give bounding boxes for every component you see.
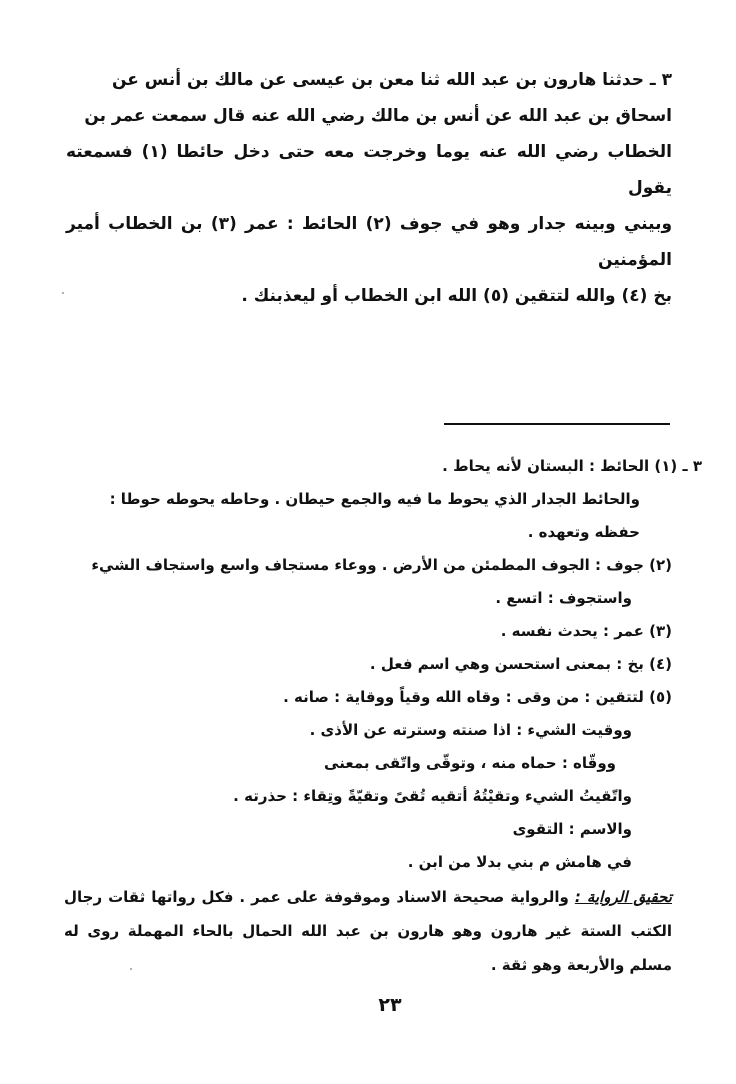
footnote-4: (٤) بخ : بمعنى استحسن وهي اسم فعل . [369,655,672,673]
footnote-1: ٣ ـ (١) الحائط : البستان لأنه يحاط . [442,457,702,475]
scan-speck [62,292,64,294]
footnote-5: (٥) لتتقين : من وقى : وقاه الله وقياً ووقاية : صانه . [283,688,672,706]
footnote-5-line: ووقيت الشيء : اذا صنته وسترته عن الأذى . [309,721,632,739]
footnotes [62,450,702,879]
hadith-line: ٣ ـ حدثنا هارون بن عبد الله ثنا معن بن عيسى عن مالك بن أنس عن [111,70,672,90]
riwaya-label: تحقيق الرواية : [574,888,672,906]
scan-speck [130,968,132,970]
footnote-3: (٣) عمر : يحدث نفسه . [500,622,672,640]
hadith-line: وبيني وبينه جدار وهو في جوف (٢) الحائط : عمر (٣) بن الخطاب أمير المؤمنين [66,214,673,270]
footnote-5-line: واتّقيتُ الشيء وتقيْتُهُ أتقيه تُقىً وتقيّةً وتِقاء : حذرته . [233,787,632,805]
footnote-divider [444,423,670,425]
riwaya-text: والرواية صحيحة الاسناد وموقوفة على عمر . فكل رواتها ثقات رجال الكتب الستة غير هارون وهو هارون بن عبد الله الحمال بالحاء المهملة روى له مسلم والأربعة وهو ثقة . [64,888,672,974]
page-number: ٢٣ [378,994,402,1016]
hadith-line: الخطاب رضي الله عنه يوما وخرجت معه حتى دخل حائطا (١) فسمعته يقول [66,142,672,198]
riwaya-verification [64,880,672,982]
hadith-text [66,62,672,314]
footnote-5-line: في هامش م بني بدلا من ابن . [407,853,632,871]
footnote-2-continuation: واستجوف : اتسع . [495,589,632,607]
footnote-2: (٢) جوف : الجوف المطمئن من الأرض . ووعاء مستجاف واسع واستجاف الشيء [91,556,672,574]
footnote-1-continuation: والحائط الجدار الذي يحوط ما فيه والجمع حيطان . وحاطه يحوطه حوطا : حفظه وتعهده . [109,490,640,541]
footnote-5-line: والاسم : التقوى [512,820,632,838]
footnote-5-line: ووقّاه : حماه منه ، وتوقّى واتّقى بمعنى [324,754,616,772]
hadith-line: اسحاق بن عبد الله عن أنس بن مالك رضي الله عنه قال سمعت عمر بن [84,106,672,126]
hadith-line: بخ (٤) والله لتتقين (٥) الله ابن الخطاب أو ليعذبنك . [241,286,672,306]
